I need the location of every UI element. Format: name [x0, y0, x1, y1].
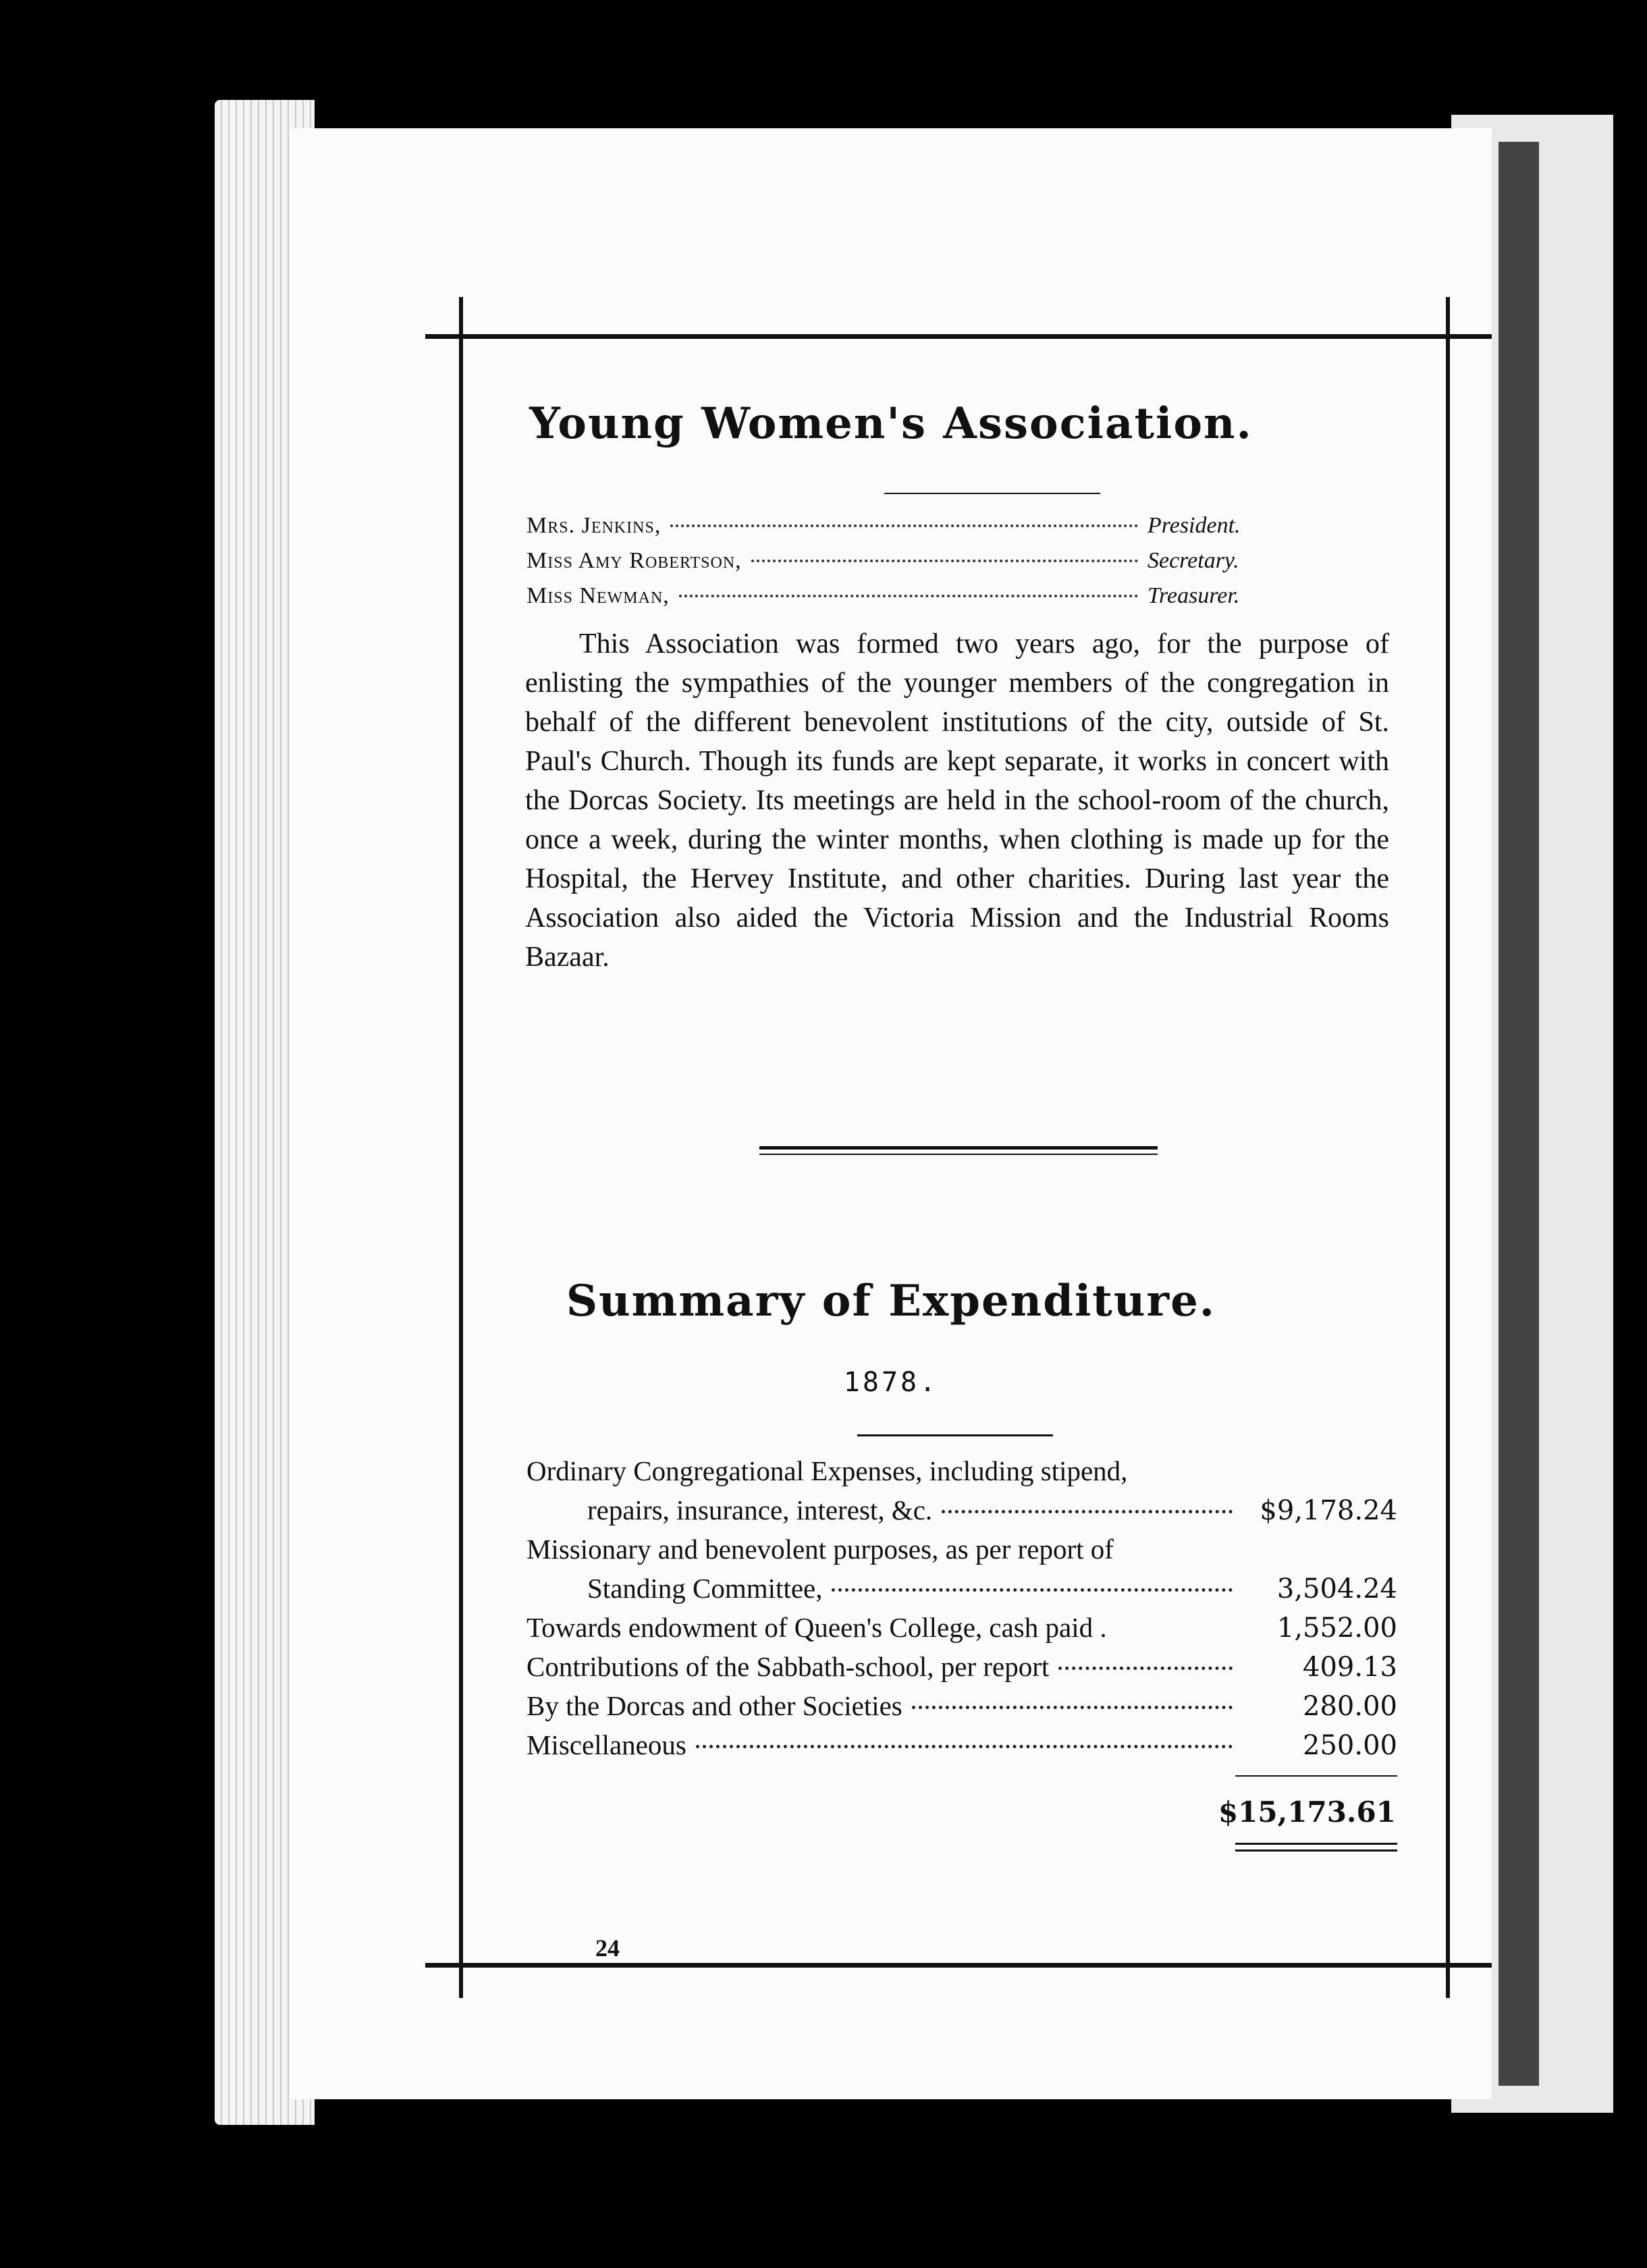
- expenditure-row: [526, 1690, 1397, 1729]
- total-double-rule-2: [1235, 1850, 1397, 1852]
- total-double-rule: [1235, 1843, 1397, 1845]
- officer-role: Secretary.: [1148, 548, 1239, 573]
- officer-row: [526, 513, 1276, 548]
- summary-title: Summary of Expenditure.: [566, 1276, 1216, 1326]
- dot-leader: [942, 1510, 1233, 1513]
- dot-leader: [696, 1745, 1233, 1748]
- officer-name: Miss Newman,: [526, 583, 670, 608]
- expenditure-label: Standing Committee,: [587, 1573, 823, 1604]
- expenditure-row: [526, 1494, 1397, 1533]
- officer-row: [526, 548, 1276, 583]
- dot-leader: [679, 595, 1138, 597]
- expenditure-amount: $9,178.24: [1260, 1495, 1397, 1526]
- dot-leader: [670, 524, 1138, 527]
- dot-leader: [832, 1588, 1233, 1592]
- title-underline: [884, 493, 1100, 494]
- expenditure-label: repairs, insurance, interest, &c.: [587, 1494, 933, 1526]
- expenditure-label: Miscellaneous: [526, 1729, 686, 1760]
- officer-role: President.: [1148, 513, 1241, 538]
- expenditure-amount: 280.00: [1303, 1691, 1397, 1722]
- officer-row: [526, 583, 1276, 618]
- section-divider-thin: [759, 1154, 1158, 1155]
- left-rule: [459, 297, 463, 1998]
- summary-year: 1878.: [843, 1367, 939, 1398]
- right-rule: [1446, 297, 1450, 1998]
- top-rule: [425, 334, 1492, 339]
- officer-role: Treasurer.: [1148, 583, 1240, 608]
- expenditure-row: [526, 1455, 1397, 1494]
- expenditure-row: [526, 1572, 1397, 1611]
- year-underline: [857, 1434, 1053, 1436]
- association-title: Young Women's Association.: [529, 398, 1253, 449]
- dot-leader: [1058, 1667, 1233, 1670]
- officer-list: [526, 513, 1276, 618]
- book-page: [290, 128, 1492, 2099]
- expenditure-amount: 409.13: [1303, 1652, 1397, 1683]
- expenditure-row: [526, 1650, 1397, 1690]
- expenditure-table: [526, 1455, 1397, 1768]
- section-divider: [759, 1146, 1158, 1150]
- expenditure-label: Missionary and benevolent purposes, as per report of: [526, 1534, 1114, 1565]
- dot-leader: [751, 560, 1138, 562]
- expenditure-row: [526, 1611, 1397, 1650]
- total-rule: [1235, 1775, 1397, 1777]
- officer-name: Mrs. Jenkins,: [526, 513, 662, 538]
- association-paragraph: This Association was formed two years ago, for the purpose of enlisting the sympathies of the younger members of the congregation in behalf of the different benevolent institutions of the city, outside of St. Paul's Church. Though its funds are kept separate, it works in concert with the Dorcas Society. Its meetings are held in the school-room of the church, once a week, during the winter months, when clothing is made up for the Hospital, the Hervey Institute, and other charities. During last year the Association also aided the Victoria Mission and the Industrial Rooms Bazaar.: [525, 628, 1389, 973]
- expenditure-label: By the Dorcas and other Societies: [526, 1690, 902, 1721]
- page-number: 24: [595, 1935, 620, 1962]
- expenditure-label: Towards endowment of Queen's College, cash paid .: [526, 1612, 1107, 1643]
- officer-name: Miss Amy Robertson,: [526, 548, 742, 573]
- dot-leader: [912, 1706, 1233, 1709]
- expenditure-label: Ordinary Congregational Expenses, including stipend,: [526, 1455, 1128, 1486]
- expenditure-row: [526, 1533, 1397, 1572]
- expenditure-amount: 250.00: [1303, 1730, 1397, 1761]
- bottom-rule: [425, 1963, 1492, 1968]
- expenditure-amount: 3,504.24: [1276, 1573, 1397, 1604]
- expenditure-amount: 1,552.00: [1276, 1613, 1397, 1644]
- expenditure-label: Contributions of the Sabbath-school, per report: [526, 1651, 1050, 1682]
- expenditure-row: [526, 1729, 1397, 1768]
- expenditure-total: $15,173.61: [1218, 1796, 1396, 1829]
